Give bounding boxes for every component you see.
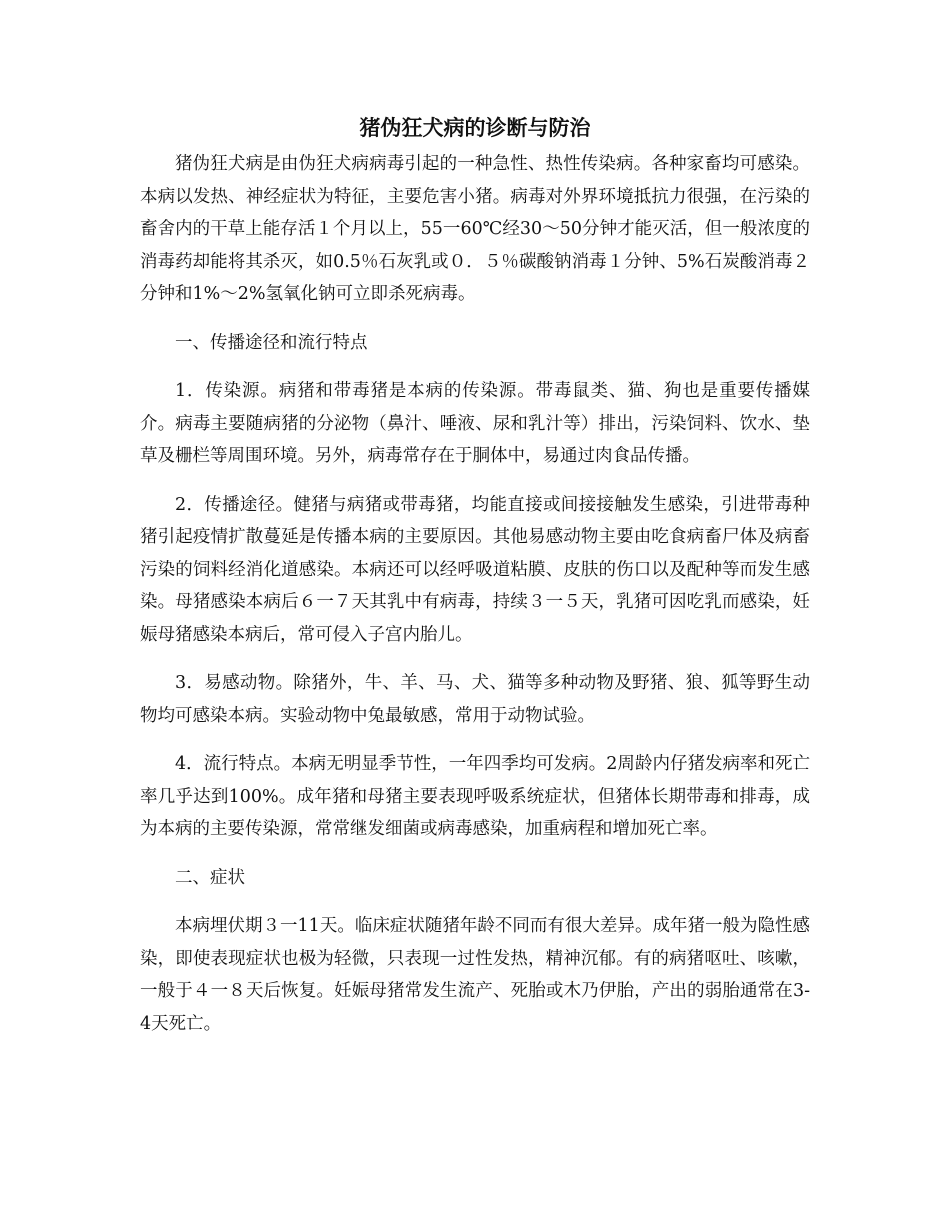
paragraph-infection-source: 1．传染源。病猪和带毒猪是本病的传染源。带毒鼠类、猫、狗也是重要传播媒介。病毒主要随病猪的分泌物（鼻汁、唾液、尿和乳汁等）排出，污染饲料、饮水、垫草及栅栏等周围环境。另外，病毒常存在于胴体中，易通过肉食品传播。	[140, 381, 810, 466]
paragraph-epidemic-features: 4．流行特点。本病无明显季节性，一年四季均可发病。2周龄内仔猪发病率和死亡率几乎达到100%。成年猪和母猪主要表现呼吸系统症状，但猪体长期带毒和排毒，成为本病的主要传染源，常常继发细菌或病毒感染，加重病程和增加死亡率。	[140, 754, 810, 839]
paragraph-transmission-route: 2．传播途径。健猪与病猪或带毒猪，均能直接或间接接触发生感染，引进带毒种猪引起疫情扩散蔓延是传播本病的主要原因。其他易感动物主要由吃食病畜尸体及病畜污染的饲料经消化道感染。本病还可以经呼吸道粘膜、皮肤的伤口以及配种等而发生感染。母猪感染本病后６一７天其乳中有病毒，持续３一５天，乳猪可因吃乳而感染，妊娠母猪感染本病后，常可侵入子宫内胎儿。	[140, 494, 810, 645]
document-title: 猪伪狂犬病的诊断与防治	[359, 115, 591, 140]
paragraph-susceptible-animals: 3．易感动物。除猪外，牛、羊、马、犬、猫等多种动物及野猪、狼、狐等野生动物均可感染本病。实验动物中兔最敏感，常用于动物试验。	[140, 673, 810, 726]
section-heading-transmission: 一、传播途径和流行特点	[175, 332, 368, 353]
section-heading-symptoms: 二、症状	[175, 867, 245, 888]
intro-paragraph: 猪伪狂犬病是由伪狂犬病病毒引起的一种急性、热性传染病。各种家畜均可感染。本病以发热、神经症状为特征，主要危害小猪。病毒对外界环境抵抗力很强，在污染的畜舍内的干草上能存活１个月以上，55一60℃经30～50分钟才能灭活，但一般浓度的消毒药却能将其杀灭，如0.5％石灰乳或０．５％碳酸钠消毒１分钟、5%石炭酸消毒２分钟和1%～2%氢氧化钠可立即杀死病毒。	[140, 154, 810, 304]
paragraph-symptoms: 本病埋伏期３一11天。临床症状随猪年龄不同而有很大差异。成年猪一般为隐性感染，即使表现症状也极为轻微，只表现一过性发热，精神沉郁。有的病猪呕吐、咳嗽，一般于４一８天后恢复。妊娠母猪常发生流产、死胎或木乃伊胎，产出的弱胎通常在3-4天死亡。	[140, 916, 810, 1034]
